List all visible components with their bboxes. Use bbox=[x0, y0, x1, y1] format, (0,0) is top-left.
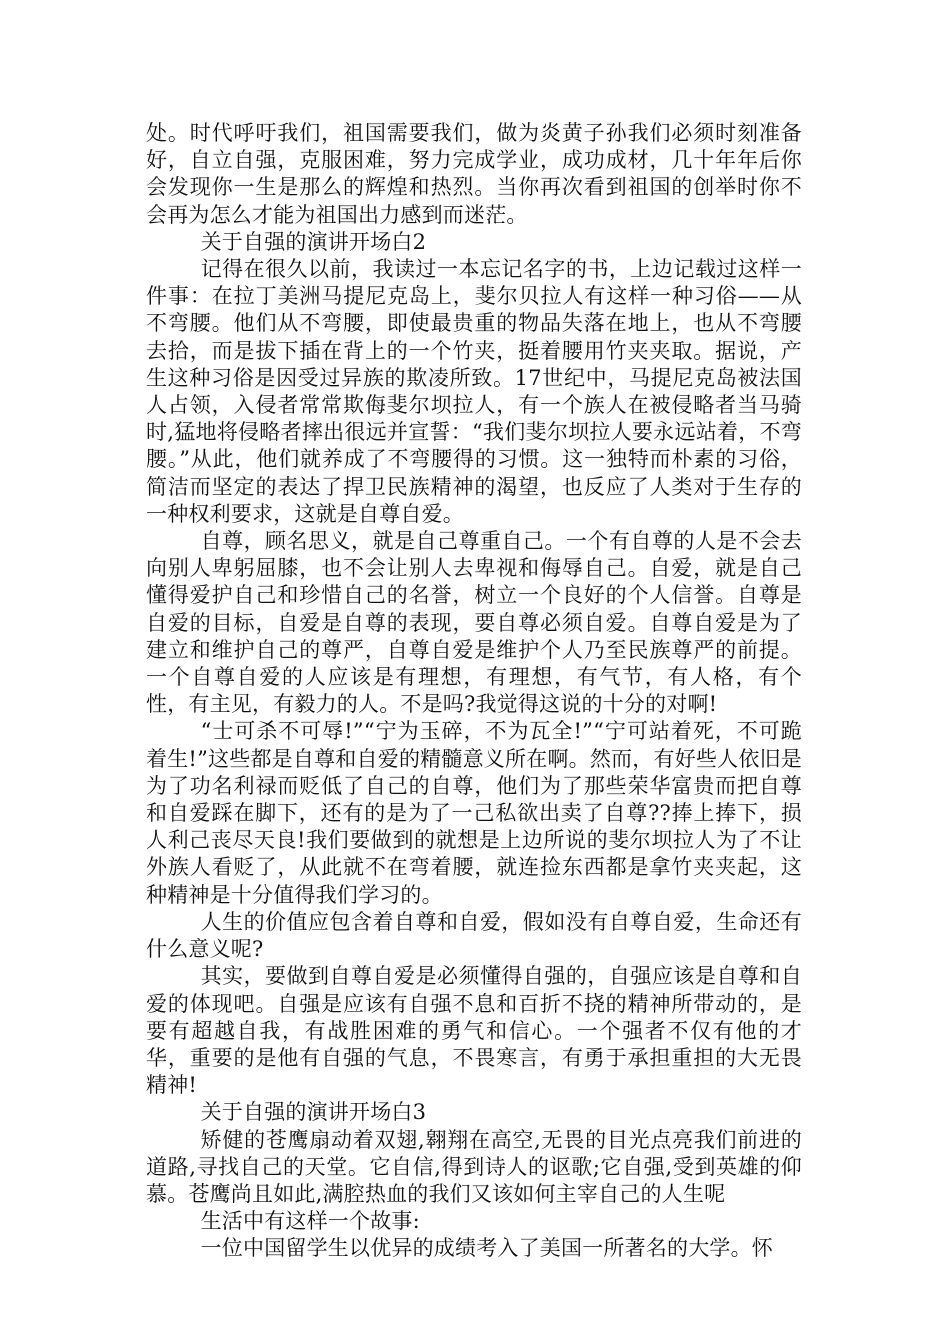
paragraph-5: 人生的价值应包含着自尊和自爱，假如没有自尊自爱，生命还有什么意义呢? bbox=[146, 909, 802, 962]
paragraph-8: 生活中有这样一个故事: bbox=[200, 1209, 420, 1234]
paragraph-1: 处。时代呼吁我们，祖国需要我们，做为炎黄子孙我们必须时刻准备好，自立自强，克服困难，努力完成学业，成功成材，几十年年后你会发现你一生是那么的辉煌和热烈。当你再次看到祖国的创举时你不会再为怎么才能为祖国出力感到而迷茫。 bbox=[146, 121, 802, 227]
paragraph-3: 自尊，顾名思义，就是自己尊重自己。一个有自尊的人是不会去向别人卑躬屈膝，也不会让别人去卑视和侮辱自己。自爱，就是自己懂得爱护自己和珍惜自己的名誉，树立一个良好的个人信誉。自尊是自爱的目标，自爱是自尊的表现，要自尊必须自爱。自尊自爱是为了建立和维护自己的尊严，自尊自爱是维护个人乃至民族尊严的前提。一个自尊自爱的人应该是有理想，有理想，有气节，有人格，有个性，有主见，有毅力的人。不是吗?我觉得这说的十分的对啊! bbox=[146, 529, 802, 717]
document-page bbox=[146, 120, 802, 1263]
section-heading-3: 关于自强的演讲开场白3 bbox=[200, 1100, 427, 1125]
paragraph-9: 一位中国留学生以优异的成绩考入了美国一所著名的大学。怀 bbox=[200, 1236, 773, 1261]
paragraph-2: 记得在很久以前，我读过一本忘记名字的书，上边记载过这样一件事：在拉丁美洲马提尼克岛上，斐尔贝拉人有这样一种习俗——从不弯腰。他们从不弯腰，即使最贵重的物品失落在地上，也从不弯腰去拾，而是拔下插在背上的一个竹夹，挺着腰用竹夹夹取。据说，产生这种习俗是因受过异族的欺凌所致。17世纪中，马提尼克岛被法国人占领，入侵者常常欺侮斐尔坝拉人，有一个族人在被侵略者当马骑时,猛地将侵略者摔出很远并宣誓：“我们斐尔坝拉人要永远站着，不弯腰。”从此，他们就养成了不弯腰得的习惯。这一独特而朴素的习俗，简洁而坚定的表达了捍卫民族精神的渴望，也反应了人类对于生存的一种权利要求，这就是自尊自爱。 bbox=[146, 257, 802, 526]
paragraph-4: “士可杀不可辱!”“宁为玉碎，不为瓦全!”“宁可站着死，不可跪着生!”这些都是自尊和自爱的精髓意义所在啊。然而，有好些人依旧是为了功名利禄而贬低了自己的自尊，他们为了那些荣华富贵而把自尊和自爱踩在脚下，还有的是为了一己私欲出卖了自尊??捧上捧下，损人利己丧尽天良!我们要做到的就想是上边所说的斐尔坝拉人为了不让外族人看贬了，从此就不在弯着腰，就连捡东西都是拿竹夹夹起，这种精神是十分值得我们学习的。 bbox=[146, 719, 802, 907]
paragraph-6: 其实，要做到自尊自爱是必须懂得自强的，自强应该是自尊和自爱的体现吧。自强是应该有自强不息和百折不挠的精神所带动的，是要有超越自我，有战胜困难的勇气和信心。一个强者不仅有他的才华，重要的是他有自强的气息，不畏寒言，有勇于承担重担的大无畏精神! bbox=[146, 964, 802, 1098]
paragraph-7: 矫健的苍鹰扇动着双翅,翱翔在高空,无畏的目光点亮我们前进的道路,寻找自己的天堂。它自信,得到诗人的讴歌;它自强,受到英雄的仰慕。苍鹰尚且如此,满腔热血的我们又该如何主宰自己的人生呢 bbox=[146, 1127, 802, 1206]
section-heading-2: 关于自强的演讲开场白2 bbox=[200, 229, 427, 254]
